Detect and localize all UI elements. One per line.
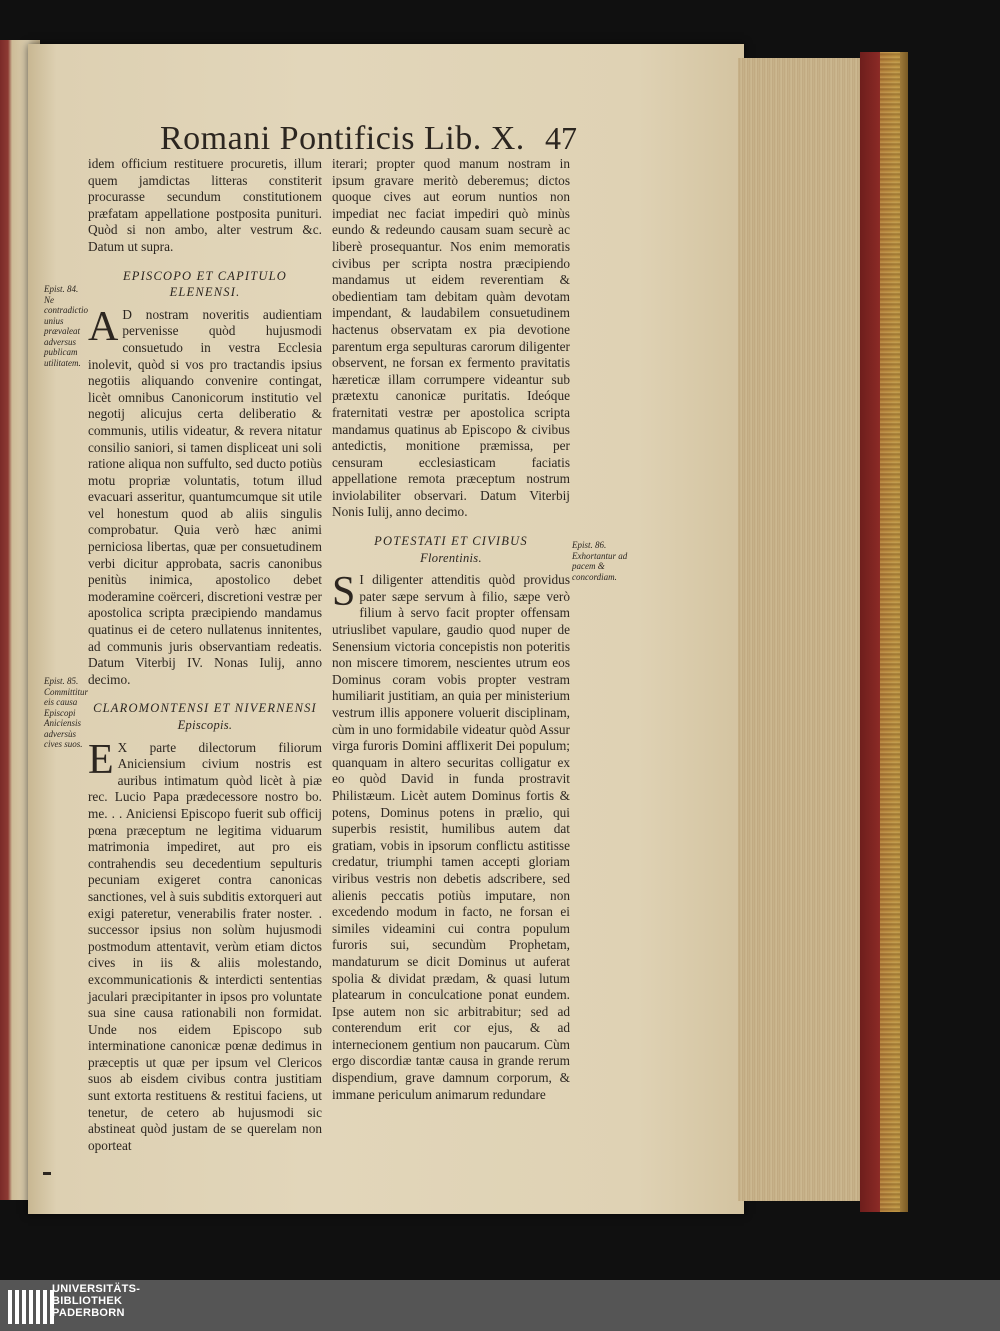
- heading-subtitle: Episcopis.: [177, 718, 233, 732]
- drop-cap: A: [88, 303, 119, 350]
- page-mark: [43, 1172, 51, 1175]
- gilt-border: [880, 52, 900, 1212]
- library-logo-icon: [8, 1290, 54, 1324]
- left-column: [88, 156, 322, 1154]
- right-column: [332, 156, 570, 1103]
- library-logo-text: [52, 1283, 140, 1319]
- heading-title: POTESTATI ET CIVIBUS: [374, 534, 528, 549]
- letter-body: [88, 736, 322, 1155]
- drop-cap: E: [88, 736, 114, 783]
- letter-heading: [332, 533, 570, 566]
- logo-line: PADERBORN: [52, 1307, 125, 1319]
- letter-body: [332, 569, 570, 1103]
- page-number: 47: [545, 120, 577, 156]
- letter-body: [88, 303, 322, 689]
- library-footer: [0, 1280, 1000, 1331]
- letter-text: X parte dilectorum filiorum Aniciensium civium nostris est auribus intimatum quòd licèt à piæ rec. Lucio Papa prædecessore nostro bo. me. . . Aniciensi Episcopo fuerit sub officij pœna præceptum ne legitima viduarum matrimonia impediret, aut pro eis contrahendis seu decedentium sepulturis pecuniam exigeret contra canonicas sanctiones, vel à suis subditis extorqueri aut exigi pateretur, venerabilis frater noster. . successor ipsius non solùm hujusmodi postmodum attentavit, verùm etiam dictos cives in iis & aliis molestando, excommunicationis & interdicti sententias jaculari præcipitanter in ipsos pro voluntate sua sine causa rationabili non formidat. Unde nos eidem Episcopo sub interminatione canonicæ pœnæ dedimus in præceptis ut quæ per ipsum vel Clericos suos ab eisdem civibus contra justitiam sunt extorta restituens & restitui faciens, ut tenetur, de cetero ab hujusmodi sic abstineat quòd justam de se querelam non oporteat: [88, 739, 322, 1153]
- letter-heading: [88, 700, 322, 733]
- heading-subtitle: Florentinis.: [420, 550, 482, 565]
- heading-title: CLAROMONTENSI ET NIVERNENSI: [93, 701, 317, 716]
- letter-text: I diligenter attenditis quòd providus pater sæpe servum à filio, sæpe verò filium à servo facit propter offensam utriuslibet vapulare, gaudio quod nuper de Senensium victoria concepistis non poteritis non miscere timorem, nescientes utrum eos Dominus coram vobis propter vestram humiliarit justitiam, an quia per ministerium vestrum illis apponere voluerit disciplinam, cùm in uno formidabile videatur quòd Assur virga furoris Domini afflixerit Dei populum; quanquam in altero securitas colligatur ex eo quòd David in funda prostravit Philistæum. Licèt autem Dominus fortis & potens, Dominus potens in prælio, qui superbis resistit, humilibus autem dat gratiam, vobis in ipsorum conflictu astitisse credatur, triumphi tamen accepti gloriam viribus vestris non debetis adscribere, sed alienis peccatis potiùs imputare, non excedendo modum in facto, ne forsan ei similes videamini cui contra populum furoris sui, secundùm Prophetam, mandaturum se dicit Dominus ut auferat spolia & dividat prædam, & quasi lutum platearum in conculcatione ponat eundem. Ipse autem non sic arbitrabitur; sed ad conterendum erit cor ejus, & ad internecionem gentium non paucarum. Cùm ergo discordiæ tantæ causa in grande rerum dispendium, grave damnum corporum, & immane periculum animarum redundare: [332, 572, 570, 1102]
- letter-text: D nostram noveritis audientiam pervenisse quòd hujusmodi consuetudo in vestra Ecclesia inolevit, quòd si vos pro tractandis ipsius negotiis aliquando convenire contingat, licèt omnibus Canonicorum institutio vel negotij alicujus certa deliberatio & communis, utilis videatur, & revera nitatur consilio saniori, si tamen displiceat uni soli ratione aliqua non suffulto, sed ducto potiùs motu propriæ voluntatis, totum illud evacuari asseritur, quantumcumque sit utile vel honestum quod ab aliis singulis comprobatur. Quia verò hæc animi perniciosa libertas, quæ per consuetudinem verbi dicitur approbata, sacris canonibus penitùs inimica, apostolico debet moderamine coërceri, discretioni vestræ per apostolica scripta præcipiendo mandamus quatinus ei de cetero nullatenus innitentes, ad communis juris observantiam redeatis. Datum Viterbij IV. Nonas Iulij, anno decimo.: [88, 306, 322, 687]
- letter-heading: [88, 268, 322, 301]
- right-intro-text: iterari; propter quod manum nostram in ipsum gravare meritò deberemus; dictos quoque cives aut eorum nuntios non impediat nec faciat impediri quò minùs eundo & redeundo causam suam securè ac liberè prosequantur. Nos enim memoratis civibus per scripta nostra præcipiendo mandamus ut eidem reverentiam & obedientiam tam debitam quàm devotam impendant, & laudabilem consuetudinem hactenus observatam ex pia devotione parentum erga sepulturas carorum diligenter observent, ne forsan ex fermento pravitatis hæreticæ illam corrumpere videantur sub prætextu canonicæ puritatis. Ideóque fraternitati vestræ per apostolica scripta mandamus quatinus ab Episcopo & civibus antedictis, monitione præmissa, per censuram ecclesiasticam faciatis appellatione remota præceptum nostrum inviolabiliter observari. Datum Viterbij Nonis Iulij, anno decimo.: [332, 156, 570, 520]
- drop-cap: S: [332, 569, 356, 616]
- running-head: Romani Pontificis Lib. X.: [160, 120, 525, 157]
- left-intro-text: idem officium restituere procuretis, illum quem jamdictas litteras constiterit procurasse secundum constitutionem præfatam appellatione postposita puniturі. Quòd si non ambo, alter vestrum &c. Datum ut supra.: [88, 156, 322, 254]
- page-fore-edge: [738, 58, 863, 1201]
- heading-title: EPISCOPO ET CAPITULO ELENENSI.: [122, 268, 288, 300]
- logo-line: UNIVERSITÄTS-: [52, 1283, 141, 1295]
- logo-line: BIBLIOTHEK: [52, 1295, 123, 1307]
- margin-note: Epist. 85. Committitur eis causa Episcopi Aniciensis adversùs cives suos.: [44, 676, 89, 749]
- margin-note: Epist. 84. Ne contradictio unius prævaleat adversus publicam utilitatem.: [44, 284, 88, 368]
- margin-note: Epist. 86. Exhortantur ad pacem & concordiam.: [572, 540, 628, 582]
